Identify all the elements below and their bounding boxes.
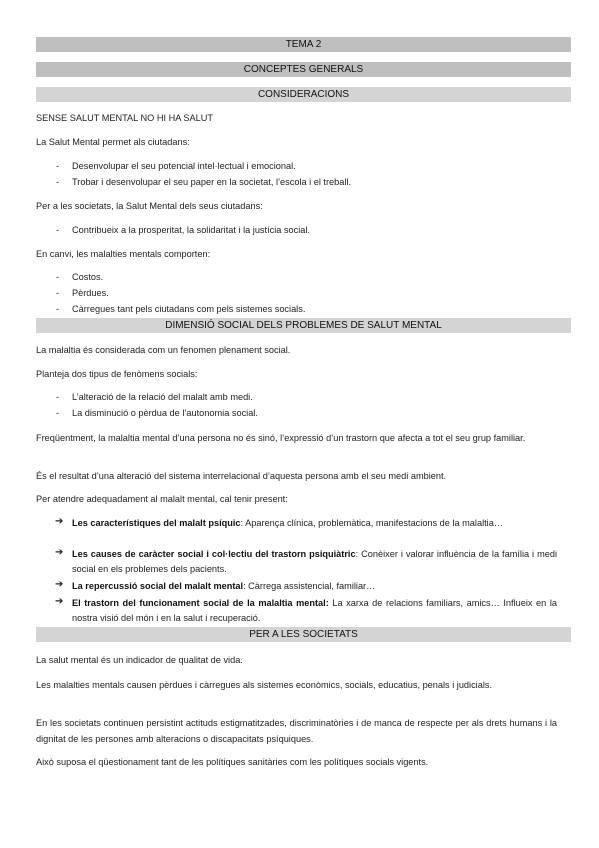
list-item: Càrregues tant pels ciutadans com pels sistemes socials. <box>72 304 306 314</box>
arrow-item-rest: : Aparença clínica, problemàtica, manifestacions de la malaltia… <box>240 518 504 528</box>
dash-bullet: - <box>56 288 60 298</box>
dash-bullet: - <box>56 161 60 171</box>
arrow-list-item <box>72 579 557 594</box>
dash-bullet: - <box>56 177 60 187</box>
paragraph-intro2: Per a les societats, la Salut Mental dels seus ciutadans: <box>36 201 263 211</box>
arrow-list-item <box>72 596 557 626</box>
paragraph-intro1: La Salut Mental permet als ciutadans: <box>36 137 190 147</box>
paragraph: Les malalties mentals causen pèrdues i càrregues als sistemes econòmics, socials, educatius, penals i judicials. <box>36 680 493 690</box>
arrow-icon: ➔ <box>55 547 64 558</box>
arrow-item-rest: : Càrrega assistencial, familiar… <box>243 581 376 591</box>
dash-bullet: - <box>56 304 60 314</box>
arrow-item-rest: La xarxa de relacions familiars, amics… Influeix en la nostra visió del món i en la salut i recuperació. <box>72 598 557 623</box>
arrow-item-rest: : Conèixer i valorar influència de la família i medi social en els problemes dels pacients. <box>72 549 557 574</box>
arrow-icon: ➔ <box>55 516 64 527</box>
list-item: Contribueix a la prosperitat, la solidaritat i la justícia social. <box>72 225 310 235</box>
paragraph-intro3: En canvi, les malalties mentals comporten: <box>36 249 211 259</box>
paragraph: La malaltia és considerada com un fenomen plenament social. <box>36 345 291 355</box>
section-heading-sense-salut: SENSE SALUT MENTAL NO HI HA SALUT <box>36 113 213 123</box>
list-item: Desenvolupar el seu potencial intel·lectual i emocional. <box>72 161 296 171</box>
dash-bullet: - <box>56 392 60 402</box>
arrow-list-item <box>72 516 557 531</box>
dash-bullet: - <box>56 408 60 418</box>
list-item: La disminució o pèrdua de l’autonomia social. <box>72 408 258 418</box>
band-consideracions: CONSIDERACIONS <box>36 87 571 102</box>
arrow-item-bold: La repercussió social del malalt mental <box>72 581 244 591</box>
band-per-a-les-societats: PER A LES SOCIETATS <box>36 627 571 642</box>
dash-bullet: - <box>56 225 60 235</box>
paragraph: És el resultat d’una alteració del sistema interrelacional d’aquesta persona amb el seu medi ambient. <box>36 471 447 481</box>
band-conceptes-generals: CONCEPTES GENERALS <box>36 62 571 77</box>
arrow-list-item <box>72 547 557 577</box>
list-item: Trobar i desenvolupar el seu paper en la societat, l’escola i el treball. <box>72 177 352 187</box>
paragraph: Planteja dos tipus de fenòmens socials: <box>36 369 198 379</box>
arrow-icon: ➔ <box>55 579 64 590</box>
paragraph: Per atendre adequadament al malalt mental, cal tenir present: <box>36 494 288 504</box>
paragraph: La salut mental és un indicador de qualitat de vida. <box>36 655 243 665</box>
band-dimensio-social: DIMENSIÓ SOCIAL DELS PROBLEMES DE SALUT MENTAL <box>36 318 571 333</box>
band-tema: TEMA 2 <box>36 37 571 52</box>
arrow-item-bold: El trastorn del funcionament social de la malaltia mental: <box>72 598 329 608</box>
paragraph: Això suposa el qüestionament tant de les polítiques sanitàries com les polítiques socials vigents. <box>36 757 429 767</box>
list-item: L’alteració de la relació del malalt amb medi. <box>72 392 253 402</box>
paragraph: Freqüentment, la malaltia mental d’una persona no és sinó, l’expressió d’un trastorn que afecta a tot el seu grup familiar. <box>36 433 526 443</box>
list-item: Pèrdues. <box>72 288 109 298</box>
list-item: Costos. <box>72 272 104 282</box>
paragraph: En les societats continuen persistint actituds estigmatitzades, discriminatòries i de manca de respecte per als drets humans i la dignitat de les persones amb alteracions o discapacitats psíquiques. <box>36 718 557 744</box>
arrow-item-bold: Les característiques del malalt psíquic <box>72 518 241 528</box>
arrow-icon: ➔ <box>55 596 64 607</box>
arrow-item-bold: Les causes de caràcter social i col·lectiu del trastorn psiquiàtric <box>72 549 356 559</box>
dash-bullet: - <box>56 272 60 282</box>
